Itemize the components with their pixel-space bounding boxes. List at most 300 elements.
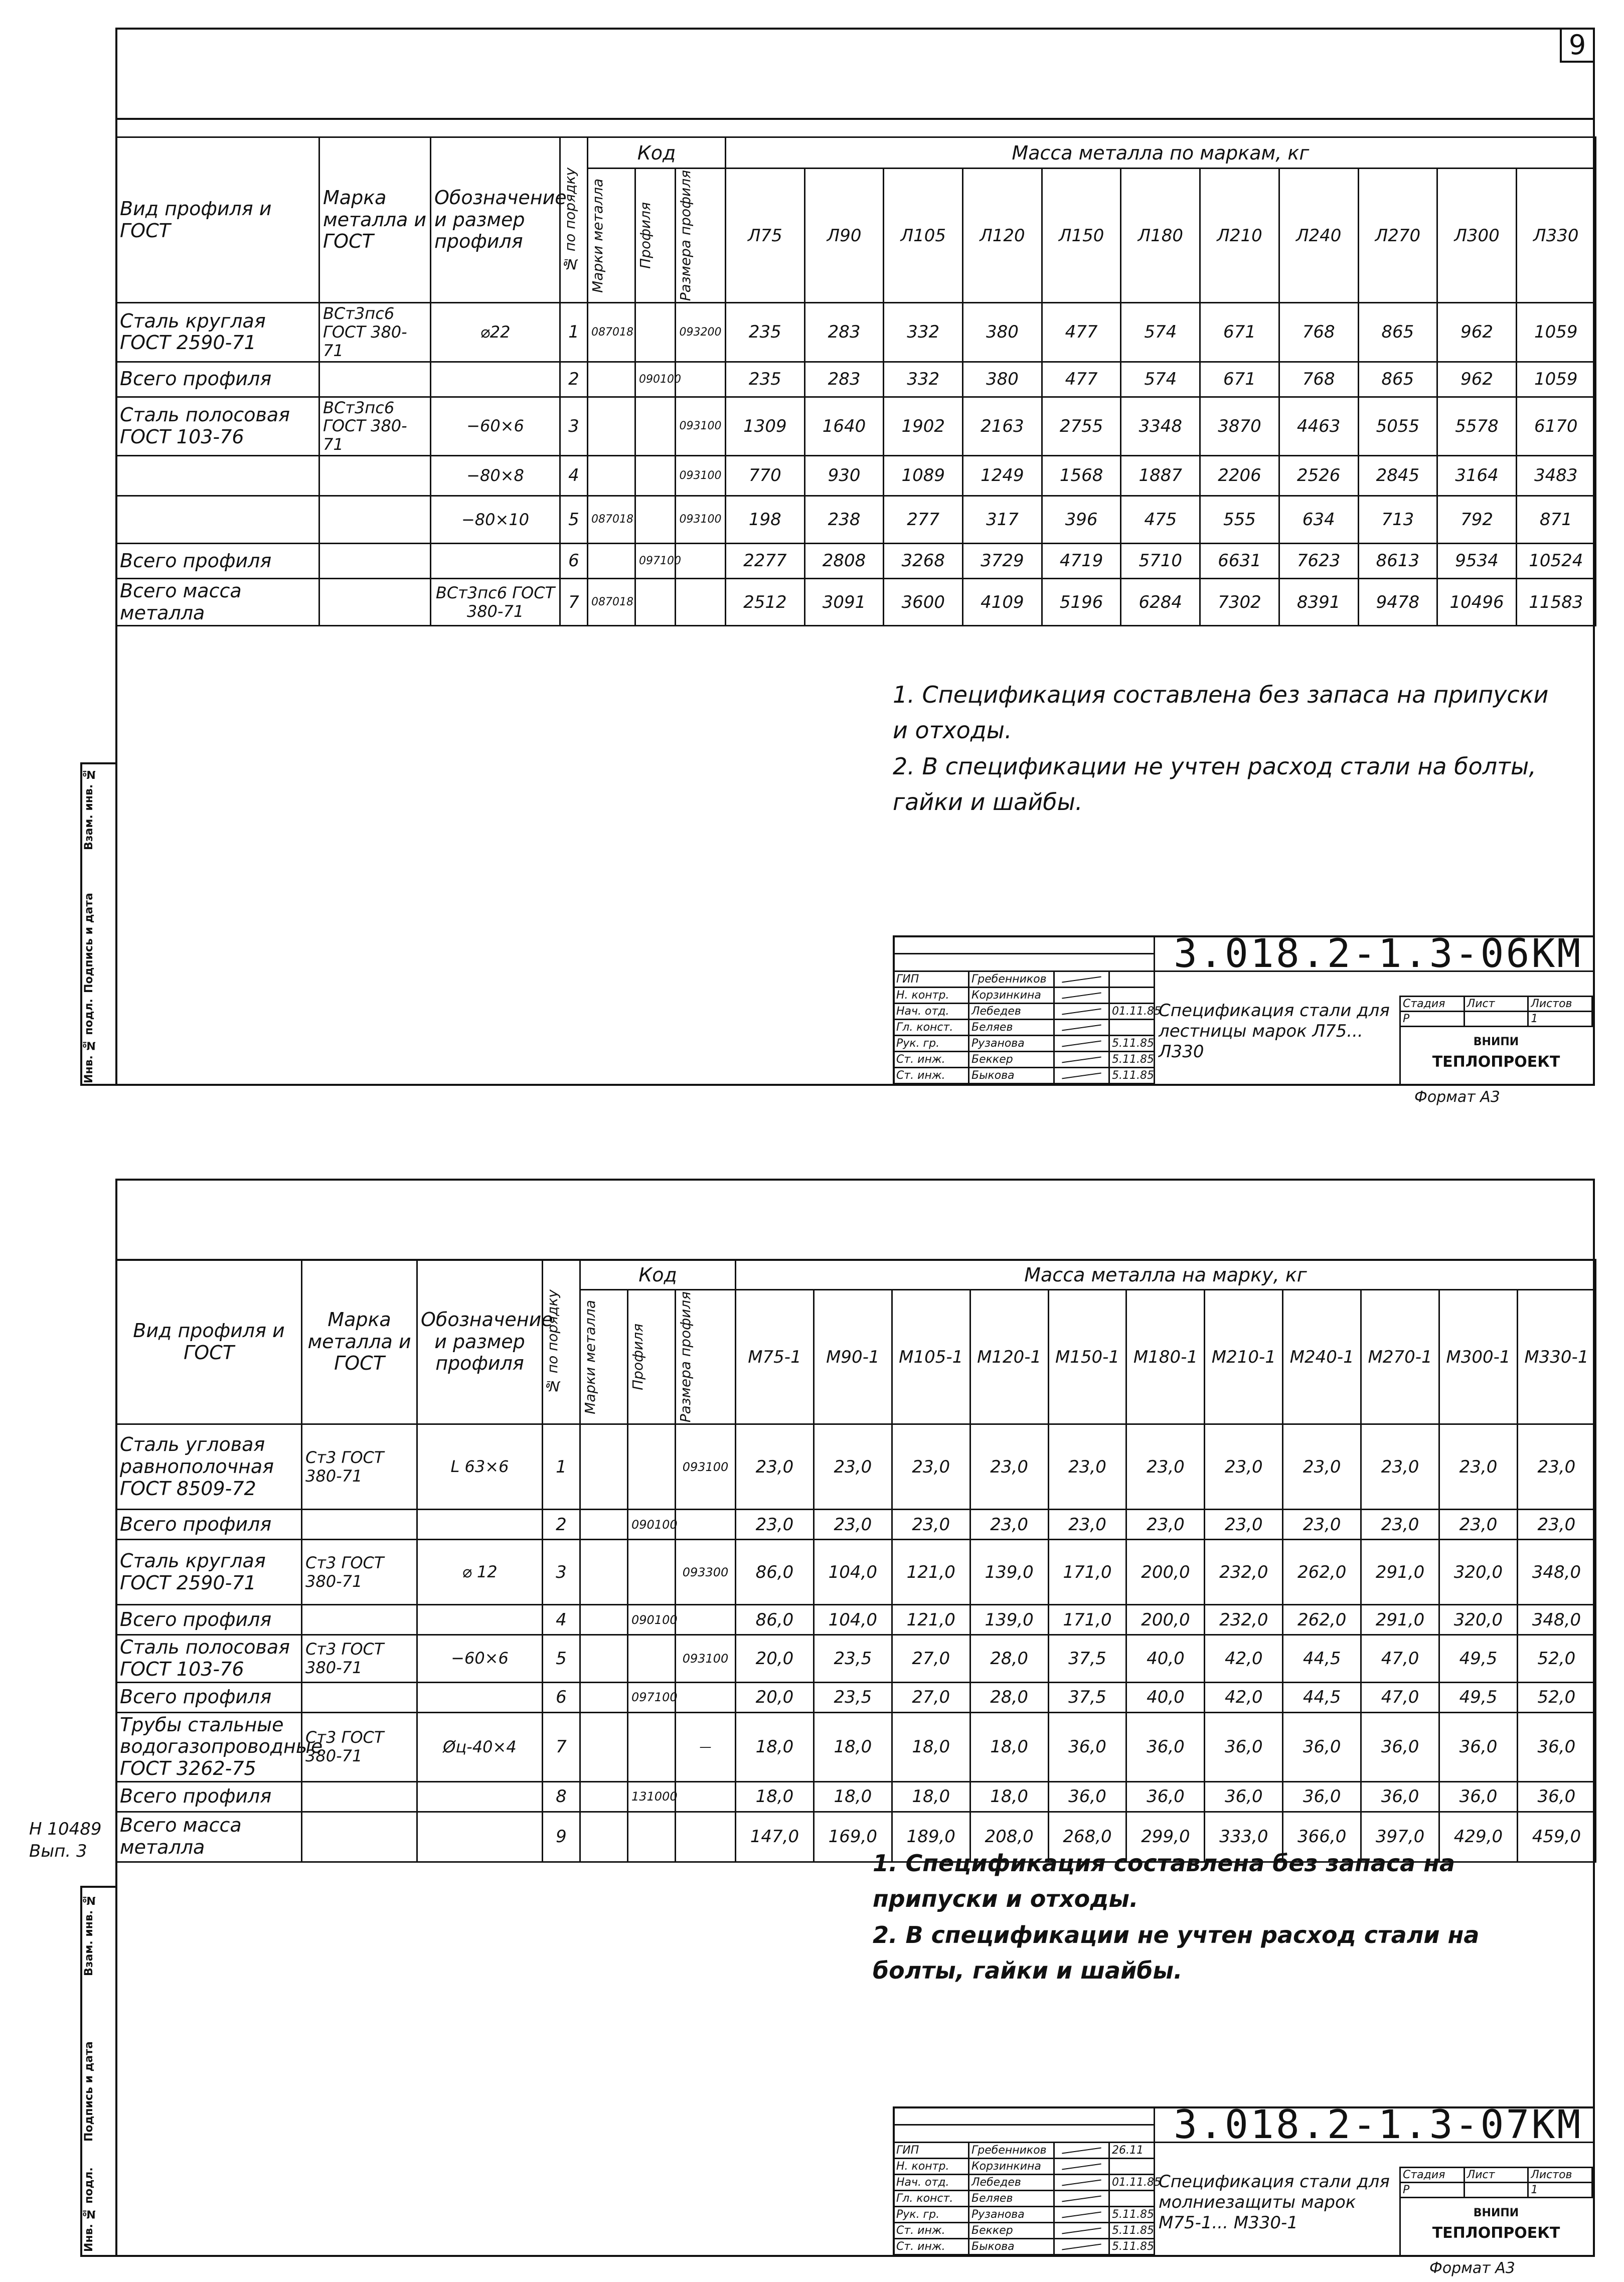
row-designation <box>417 1510 543 1540</box>
header-profile: Вид профиля и ГОСТ <box>116 1260 302 1424</box>
row-mass-value: 1902 <box>884 397 963 455</box>
row-mass-value: 208,0 <box>970 1812 1048 1862</box>
row-mass-value: 11583 <box>1516 578 1595 625</box>
stage-label: Стадия <box>1400 997 1465 1012</box>
row-mass-value: 36,0 <box>1439 1781 1518 1812</box>
row-mass-value: 42,0 <box>1205 1635 1283 1682</box>
row-mass-value: 44,5 <box>1283 1682 1361 1712</box>
row-grade: ВСт3пс6 ГОСТ 380-71 <box>319 397 431 455</box>
sheets-value: 1 <box>1528 1012 1592 1027</box>
note-1: 1. Спецификация составлена без запаса на припуски и отходы. <box>893 681 1549 744</box>
signature-mark <box>1062 976 1101 983</box>
row-profile: Сталь круглая ГОСТ 2590-71 <box>116 1540 302 1605</box>
row-profile: Всего профиля <box>116 1781 302 1812</box>
row-code-profile <box>628 1712 676 1781</box>
note-1: 1. Спецификация составлена без запаса на припуски и отходы. <box>873 1850 1455 1913</box>
sign-date <box>1109 988 1155 1004</box>
row-mass-value: 200,0 <box>1126 1540 1205 1605</box>
signature-grid <box>893 970 1161 1084</box>
row-profile: Всего профиля <box>116 1510 302 1540</box>
row-code-profile <box>628 1812 676 1862</box>
row-code-profile <box>635 455 676 496</box>
row-mass-value: 232,0 <box>1205 1540 1283 1605</box>
table-row <box>116 1424 1596 1510</box>
row-mass-value: 634 <box>1279 496 1358 543</box>
row-profile: Сталь полосовая ГОСТ 103-76 <box>116 1635 302 1682</box>
row-mass-value: 4463 <box>1279 397 1358 455</box>
table-row <box>116 1682 1596 1712</box>
row-mass-value: 47,0 <box>1361 1682 1439 1712</box>
sheets-label: Листов <box>1528 997 1592 1012</box>
row-grade <box>319 362 431 397</box>
row-code-size <box>676 1781 736 1812</box>
row-mass-value: 18,0 <box>814 1712 892 1781</box>
row-code-size <box>676 1682 736 1712</box>
row-mass-value: 20,0 <box>736 1682 814 1712</box>
row-mass-value: 962 <box>1437 303 1517 362</box>
title-block-divider <box>1154 2106 1155 2257</box>
row-mass-value: 10496 <box>1437 578 1517 625</box>
row-mass-value: 262,0 <box>1283 1540 1361 1605</box>
row-code-grade: 087018 <box>588 496 635 543</box>
row-grade <box>302 1682 417 1712</box>
signature <box>1054 1036 1109 1052</box>
row-mass-value: 52,0 <box>1517 1635 1595 1682</box>
row-order: 2 <box>560 362 588 397</box>
row-code-profile: 097100 <box>635 543 676 578</box>
row-code-grade <box>580 1605 628 1635</box>
signer-role: Н. контр. <box>894 2159 969 2175</box>
sheets-value: 1 <box>1528 2183 1592 2198</box>
row-order: 4 <box>560 455 588 496</box>
signer-name: Беккер <box>969 1052 1054 1068</box>
row-mass-value: 7302 <box>1200 578 1279 625</box>
row-code-profile <box>635 578 676 625</box>
row-code-size <box>676 1510 736 1540</box>
row-order: 7 <box>560 578 588 625</box>
row-mass-value: 348,0 <box>1517 1605 1595 1635</box>
row-mass-value: 574 <box>1121 303 1200 362</box>
row-mass-value: 47,0 <box>1361 1635 1439 1682</box>
signer-name: Гребенников <box>969 2143 1054 2159</box>
signer-name: Беккер <box>969 2223 1054 2239</box>
row-mass-value: 5196 <box>1042 578 1121 625</box>
row-mass-value: 2163 <box>963 397 1042 455</box>
signer-role: Ст. инж. <box>894 2223 969 2239</box>
row-mass-value: 23,0 <box>1439 1510 1518 1540</box>
row-code-grade <box>580 1510 628 1540</box>
stage-label: Стадия <box>1400 2168 1465 2183</box>
row-mass-value: 36,0 <box>1517 1781 1595 1812</box>
header-mark: М270-1 <box>1361 1290 1439 1424</box>
row-mass-value: 104,0 <box>814 1540 892 1605</box>
row-mass-value: 2512 <box>726 578 805 625</box>
note-2: 2. В спецификации не учтен расход стали на болты, гайки и шайбы. <box>893 752 1536 816</box>
row-mass-value: 3729 <box>963 543 1042 578</box>
row-mass-value: 574 <box>1121 362 1200 397</box>
table-row <box>116 1605 1596 1635</box>
header-code: Код <box>580 1260 736 1290</box>
signature <box>1054 1068 1109 1084</box>
row-profile: Сталь круглая ГОСТ 2590-71 <box>116 303 319 362</box>
sign-date: 26.11 <box>1109 2143 1155 2159</box>
org-line-1: ВНИПИ <box>1473 2207 1519 2219</box>
row-designation: Øц-40×4 <box>417 1712 543 1781</box>
org-line-2: ТЕПЛОПРОЕКТ <box>1432 1053 1560 1071</box>
sheets-label: Листов <box>1528 2168 1592 2183</box>
row-designation: L 63×6 <box>417 1424 543 1510</box>
signature-mark <box>1062 1056 1101 1063</box>
page-number: 9 <box>1568 29 1586 61</box>
row-code-profile: 090100 <box>628 1510 676 1540</box>
row-grade <box>319 496 431 543</box>
header-mark: Л330 <box>1516 169 1595 303</box>
row-mass-value: 1059 <box>1516 303 1595 362</box>
row-mass-value: 36,0 <box>1361 1781 1439 1812</box>
signer-name: Лебедев <box>969 2175 1054 2191</box>
document-number: 3.018.2-1.3-07КМ <box>1174 2102 1583 2148</box>
header-designation: Обозначение и размер профиля <box>417 1260 543 1424</box>
row-mass-value: 171,0 <box>1048 1540 1126 1605</box>
row-mass-value: 139,0 <box>970 1540 1048 1605</box>
row-mass-value: 871 <box>1516 496 1595 543</box>
header-mark: М300-1 <box>1439 1290 1518 1424</box>
table-row <box>116 1712 1596 1781</box>
row-profile: Всего профиля <box>116 543 319 578</box>
row-mass-value: 865 <box>1358 362 1437 397</box>
signature <box>1054 1004 1109 1020</box>
signature-mark <box>1062 2195 1101 2202</box>
row-profile: Всего профиля <box>116 362 319 397</box>
row-order: 1 <box>560 303 588 362</box>
signature-mark <box>1062 2211 1101 2218</box>
side-label-replace: Взам. инв. № <box>83 1894 95 1976</box>
row-mass-value: 380 <box>963 362 1042 397</box>
row-mass-value: 9534 <box>1437 543 1517 578</box>
table-row <box>116 397 1596 455</box>
row-mass-value: 1640 <box>804 397 884 455</box>
header-order: № по порядку <box>562 168 578 273</box>
row-grade <box>319 543 431 578</box>
header-mark: Л105 <box>884 169 963 303</box>
row-order: 5 <box>560 496 588 543</box>
row-designation: −80×8 <box>431 455 560 496</box>
row-mass-value: 262,0 <box>1283 1605 1361 1635</box>
header-mark: Л240 <box>1279 169 1358 303</box>
table-row <box>116 362 1596 397</box>
row-code-size: 093300 <box>676 1540 736 1605</box>
row-code-size: 093200 <box>676 303 726 362</box>
title-block-divider <box>893 953 1154 954</box>
row-order: 6 <box>543 1682 580 1712</box>
row-designation: ВСт3пс6 ГОСТ 380-71 <box>431 578 560 625</box>
row-code-grade <box>580 1712 628 1781</box>
side-label-sign: Подпись и дата <box>83 893 95 993</box>
document-title: Спецификация стали для лестницы марок Л75... Л330 <box>1159 1001 1390 1062</box>
row-designation <box>417 1781 543 1812</box>
row-mass-value: 477 <box>1042 303 1121 362</box>
row-code-grade: 087018 <box>588 303 635 362</box>
row-mass-value: 121,0 <box>892 1605 970 1635</box>
row-grade: Ст3 ГОСТ 380-71 <box>302 1424 417 1510</box>
header-mark: Л75 <box>726 169 805 303</box>
table-row <box>116 1540 1596 1605</box>
sign-date: 01.11.85 <box>1109 1004 1155 1020</box>
row-mass-value: 23,0 <box>1439 1424 1518 1510</box>
row-designation <box>417 1605 543 1635</box>
header-mark: М90-1 <box>814 1290 892 1424</box>
signer-name: Гребенников <box>969 971 1054 988</box>
header-mark: М330-1 <box>1517 1290 1595 1424</box>
header-order: № по порядку <box>544 1289 561 1395</box>
sign-date <box>1109 1020 1155 1036</box>
row-code-grade <box>588 455 635 496</box>
header-code-grade: Марки металла <box>582 1299 598 1414</box>
signer-name: Беляев <box>969 1020 1054 1036</box>
header-mark: М105-1 <box>892 1290 970 1424</box>
row-code-profile <box>635 397 676 455</box>
signer-role: Рук. гр. <box>894 2207 969 2223</box>
signature <box>1054 2159 1109 2175</box>
row-mass-value: 23,0 <box>814 1510 892 1540</box>
row-designation: −60×6 <box>417 1635 543 1682</box>
row-mass-value: 36,0 <box>1361 1712 1439 1781</box>
row-code-size <box>676 362 726 397</box>
note-2: 2. В спецификации не учтен расход стали на болты, гайки и шайбы. <box>873 1921 1480 1984</box>
row-mass-value: 7623 <box>1279 543 1358 578</box>
row-mass-value: 332 <box>884 303 963 362</box>
side-label-inv: Инв. № подл. <box>83 2167 95 2252</box>
row-mass-value: 475 <box>1121 496 1200 543</box>
stage-table <box>1399 2167 1593 2198</box>
row-order: 3 <box>543 1540 580 1605</box>
row-code-grade: 087018 <box>588 578 635 625</box>
row-code-grade <box>580 1424 628 1510</box>
row-mass-value: 277 <box>884 496 963 543</box>
signature <box>1054 2223 1109 2239</box>
row-mass-value: 198 <box>726 496 805 543</box>
row-mass-value: 2206 <box>1200 455 1279 496</box>
row-code-size: 093100 <box>676 1424 736 1510</box>
row-designation: ⌀22 <box>431 303 560 362</box>
org-line-2: ТЕПЛОПРОЕКТ <box>1432 2224 1560 2242</box>
row-mass-value: 18,0 <box>970 1781 1048 1812</box>
row-mass-value: 40,0 <box>1126 1682 1205 1712</box>
stage-value: Р <box>1400 2183 1465 2198</box>
row-mass-value: 37,5 <box>1048 1635 1126 1682</box>
signer-role: Ст. инж. <box>894 2239 969 2255</box>
header-mark: М210-1 <box>1205 1290 1283 1424</box>
row-order: 3 <box>560 397 588 455</box>
row-designation <box>417 1812 543 1862</box>
row-code-profile: 131000 <box>628 1781 676 1812</box>
row-mass-value: 36,0 <box>1048 1712 1126 1781</box>
row-mass-value: 348,0 <box>1517 1540 1595 1605</box>
row-mass-value: 27,0 <box>892 1682 970 1712</box>
row-mass-value: 4109 <box>963 578 1042 625</box>
header-mark: Л210 <box>1200 169 1279 303</box>
sheet-1-top-band-line <box>115 118 1595 120</box>
row-mass-value: 5710 <box>1121 543 1200 578</box>
row-mass-value: 291,0 <box>1361 1540 1439 1605</box>
row-mass-value: 291,0 <box>1361 1605 1439 1635</box>
side-label-inv: Инв. № подл. <box>83 999 95 1083</box>
row-order: 2 <box>543 1510 580 1540</box>
row-mass-value: 2526 <box>1279 455 1358 496</box>
header-code-grade: Марки металла <box>589 178 606 293</box>
row-code-grade <box>588 362 635 397</box>
sign-date <box>1109 971 1155 988</box>
row-mass-value: 18,0 <box>814 1781 892 1812</box>
row-mass-value: 20,0 <box>736 1635 814 1682</box>
header-code-profile: Профиля <box>637 202 654 269</box>
row-mass-value: 8613 <box>1358 543 1437 578</box>
signer-role: Рук. гр. <box>894 1036 969 1052</box>
row-code-size: 093100 <box>676 1635 736 1682</box>
signer-role: Нач. отд. <box>894 2175 969 2191</box>
row-code-size: 093100 <box>676 455 726 496</box>
row-mass-value: 42,0 <box>1205 1682 1283 1712</box>
row-mass-value: 49,5 <box>1439 1682 1518 1712</box>
row-mass-value: 930 <box>804 455 884 496</box>
signature-mark <box>1062 1040 1101 1047</box>
header-mark: Л120 <box>963 169 1042 303</box>
sign-date: 5.11.85 <box>1109 1036 1155 1052</box>
row-code-profile <box>635 303 676 362</box>
row-mass-value: 235 <box>726 303 805 362</box>
row-mass-value: 44,5 <box>1283 1635 1361 1682</box>
sign-date <box>1109 2191 1155 2207</box>
header-code-size: Размера профиля <box>677 170 694 301</box>
header-mark: М240-1 <box>1283 1290 1361 1424</box>
row-order: 6 <box>560 543 588 578</box>
signature <box>1054 2239 1109 2255</box>
row-mass-value: 2277 <box>726 543 805 578</box>
row-mass-value: 1568 <box>1042 455 1121 496</box>
sign-date: 5.11.85 <box>1109 1068 1155 1084</box>
header-grade: Марка металла и ГОСТ <box>302 1260 417 1424</box>
row-mass-value: 1249 <box>963 455 1042 496</box>
row-designation: −80×10 <box>431 496 560 543</box>
row-mass-value: 768 <box>1279 362 1358 397</box>
sheet-1-notes <box>893 677 1565 820</box>
row-mass-value: 23,0 <box>1283 1424 1361 1510</box>
header-mark: М180-1 <box>1126 1290 1205 1424</box>
row-mass-value: 238 <box>804 496 884 543</box>
row-mass-value: 9478 <box>1358 578 1437 625</box>
row-mass-value: 671 <box>1200 303 1279 362</box>
row-mass-value: 36,0 <box>1205 1712 1283 1781</box>
row-profile: Сталь угловая равнополочная ГОСТ 8509-72 <box>116 1424 302 1510</box>
side-label-replace: Взам. инв. № <box>83 768 95 850</box>
header-code-profile: Профиля <box>629 1324 646 1391</box>
row-profile: Всего профиля <box>116 1605 302 1635</box>
row-mass-value: 18,0 <box>736 1781 814 1812</box>
row-mass-value: 1089 <box>884 455 963 496</box>
row-mass-value: 23,0 <box>1517 1510 1595 1540</box>
row-mass-value: 6284 <box>1121 578 1200 625</box>
header-mark: Л180 <box>1121 169 1200 303</box>
row-mass-value: 36,0 <box>1517 1712 1595 1781</box>
row-mass-value: 3164 <box>1437 455 1517 496</box>
row-mass-value: 317 <box>963 496 1042 543</box>
row-mass-value: 37,5 <box>1048 1682 1126 1712</box>
row-mass-value: 6631 <box>1200 543 1279 578</box>
title-block-divider <box>893 2124 1154 2126</box>
row-mass-value: 10524 <box>1516 543 1595 578</box>
row-mass-value: 23,0 <box>970 1510 1048 1540</box>
header-mass: Масса металла на марку, кг <box>736 1260 1596 1290</box>
row-code-grade <box>588 543 635 578</box>
sign-date <box>1109 2159 1155 2175</box>
table-row <box>116 578 1596 625</box>
row-mass-value: 18,0 <box>892 1781 970 1812</box>
table-row <box>116 1635 1596 1682</box>
signature-mark <box>1062 1072 1101 1079</box>
row-mass-value: 3483 <box>1516 455 1595 496</box>
row-mass-value: 23,5 <box>814 1682 892 1712</box>
sheet-2-format: Формат А3 <box>1429 2259 1515 2277</box>
row-mass-value: 713 <box>1358 496 1437 543</box>
row-mass-value: 36,0 <box>1126 1712 1205 1781</box>
row-mass-value: 23,5 <box>814 1635 892 1682</box>
header-code: Код <box>588 137 726 169</box>
row-mass-value: 1887 <box>1121 455 1200 496</box>
row-mass-value: 6170 <box>1516 397 1595 455</box>
row-mass-value: 397,0 <box>1361 1812 1439 1862</box>
row-order: 4 <box>543 1605 580 1635</box>
row-code-profile <box>628 1635 676 1682</box>
row-code-profile <box>628 1424 676 1510</box>
row-mass-value: 283 <box>804 362 884 397</box>
sheet-1-format: Формат А3 <box>1414 1088 1500 1106</box>
row-code-profile <box>635 496 676 543</box>
row-grade: Ст3 ГОСТ 380-71 <box>302 1540 417 1605</box>
row-mass-value: 36,0 <box>1048 1781 1126 1812</box>
row-mass-value: 36,0 <box>1283 1712 1361 1781</box>
header-mark: Л270 <box>1358 169 1437 303</box>
sign-date: 5.11.85 <box>1109 2239 1155 2255</box>
row-code-profile: 090100 <box>635 362 676 397</box>
row-grade <box>319 578 431 625</box>
row-mass-value: 23,0 <box>1517 1424 1595 1510</box>
document-number: 3.018.2-1.3-06КМ <box>1174 931 1583 976</box>
signer-role: ГИП <box>894 971 969 988</box>
row-mass-value: 23,0 <box>736 1510 814 1540</box>
header-mark: Л300 <box>1437 169 1517 303</box>
row-mass-value: 299,0 <box>1126 1812 1205 1862</box>
sheet-1-spec-table <box>115 136 1596 626</box>
row-code-size <box>676 1812 736 1862</box>
row-mass-value: 86,0 <box>736 1540 814 1605</box>
signer-name: Быкова <box>969 2239 1054 2255</box>
row-mass-value: 169,0 <box>814 1812 892 1862</box>
sheet-2-notes <box>873 1846 1575 1989</box>
stage-value: Р <box>1400 1012 1465 1027</box>
table-row <box>116 496 1596 543</box>
row-mass-value: 396 <box>1042 496 1121 543</box>
row-mass-value: 3268 <box>884 543 963 578</box>
table-row <box>116 1510 1596 1540</box>
row-code-profile: 097100 <box>628 1682 676 1712</box>
row-mass-value: 18,0 <box>970 1712 1048 1781</box>
row-mass-value: 28,0 <box>970 1682 1048 1712</box>
row-mass-value: 23,0 <box>892 1510 970 1540</box>
signature-mark <box>1062 2163 1101 2170</box>
signer-name: Корзинкина <box>969 2159 1054 2175</box>
signature-mark <box>1062 2243 1101 2250</box>
row-mass-value: 429,0 <box>1439 1812 1518 1862</box>
